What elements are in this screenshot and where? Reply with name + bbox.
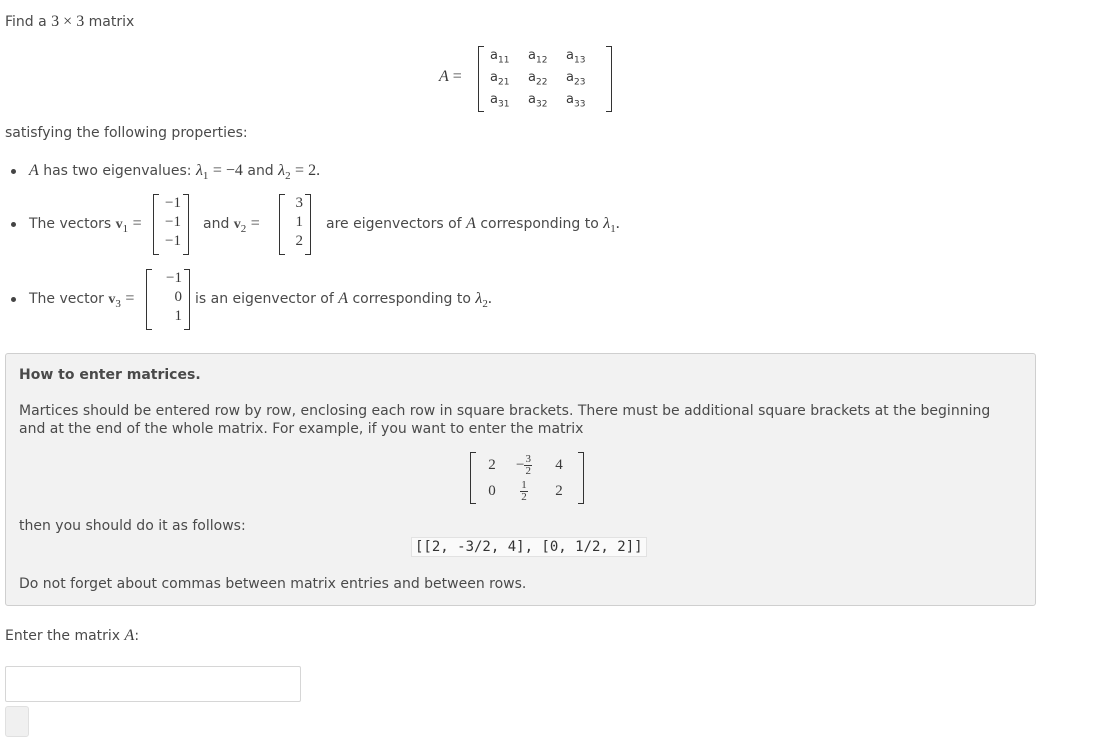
matrix-entry: $a_{31}$ xyxy=(490,92,510,110)
matrix-entry: $a_{13}$ xyxy=(566,48,586,66)
vector-entry: 1 xyxy=(295,214,303,230)
bullet-icon xyxy=(11,222,16,227)
vector-v1 xyxy=(153,194,189,255)
size-expression: 3 × 3 xyxy=(51,13,85,30)
answer-input[interactable] xyxy=(5,666,301,702)
matrix-a-entries xyxy=(484,46,606,112)
property-2-suffix: are eigenvectors of A corresponding to $\lambda_1$. xyxy=(326,215,620,235)
help-title: How to enter matrices. xyxy=(19,367,201,383)
help-paragraph: Martices should be entered row by row, enclosing each row in square brackets. There must be additional square brackets at the beginning and at the end of the whole matrix. For example, if you want to enter the matrix xyxy=(19,403,991,437)
property-2-prefix: The vectors $v_1$ = xyxy=(29,215,142,235)
vector-entry: 1 xyxy=(174,308,182,324)
vector-v3 xyxy=(146,269,190,330)
property-2-mid: and $v_2$ = xyxy=(203,215,260,235)
code-example: [[2, -3/2, 4], [0, 1/2, 2]] xyxy=(411,537,647,557)
help-box xyxy=(5,353,1036,606)
vector-entry: −1 xyxy=(165,195,181,211)
matrix-entry: $a_{12}$ xyxy=(528,48,548,66)
matrix-entry: 0 xyxy=(488,482,496,499)
matrix-entry: − $\frac{3}{2}$ xyxy=(516,452,531,477)
vector-entry: 2 xyxy=(295,233,303,249)
matrix-entry: $a_{11}$ xyxy=(490,48,510,66)
vector-v2 xyxy=(279,194,311,255)
matrix-a-label: A = xyxy=(439,68,462,85)
matrix-a xyxy=(478,46,612,112)
matrix-entry: $a_{33}$ xyxy=(566,92,586,110)
properties-intro: satisfying the following properties: xyxy=(5,125,248,141)
bullet-icon xyxy=(11,297,16,302)
matrix-entry: $a_{23}$ xyxy=(566,70,586,88)
matrix-entry: $\frac{1}{2}$ xyxy=(521,478,527,503)
bullet-icon xyxy=(11,169,16,174)
matrix-entry: 2 xyxy=(488,456,496,473)
vector-entry: −1 xyxy=(165,214,181,230)
example-matrix xyxy=(470,452,584,504)
answer-prompt: Enter the matrix A: xyxy=(5,627,140,644)
intro-text: Find a xyxy=(5,14,47,30)
vector-entry: −1 xyxy=(166,270,182,286)
vector-entry: −1 xyxy=(165,233,181,249)
property-1: A has two eigenvalues: $\lambda_1 = -4$ and $\lambda_2 = 2$. xyxy=(29,162,321,182)
property-3-prefix: The vector $v_3$ = xyxy=(29,290,135,310)
matrix-entry: $a_{32}$ xyxy=(528,92,548,110)
then-text: then you should do it as follows: xyxy=(19,518,246,534)
intro-matrix-word: matrix xyxy=(88,14,135,30)
matrix-entry: $a_{21}$ xyxy=(490,70,510,88)
reminder-text: Do not forget about commas between matrix entries and between rows. xyxy=(19,576,527,592)
vector-entry: 0 xyxy=(174,289,182,305)
matrix-entry: 4 xyxy=(555,456,563,473)
matrix-entry: $a_{22}$ xyxy=(528,70,548,88)
vector-entry: 3 xyxy=(295,195,303,211)
intro-line xyxy=(5,13,134,31)
submit-button[interactable] xyxy=(5,706,29,737)
matrix-entry: 2 xyxy=(555,482,563,499)
property-3-suffix: is an eigenvector of A corresponding to $\lambda_2$. xyxy=(195,290,492,310)
